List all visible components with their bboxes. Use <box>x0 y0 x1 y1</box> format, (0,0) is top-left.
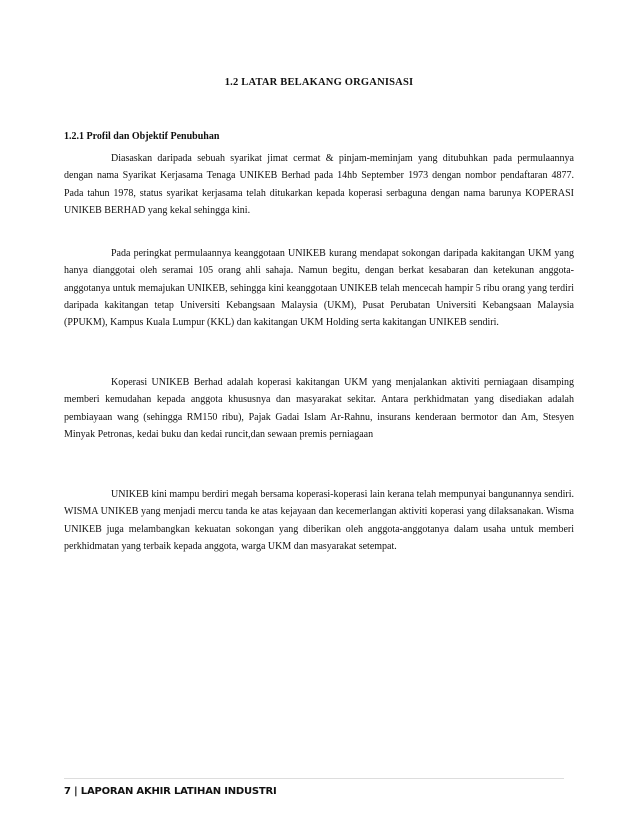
paragraph <box>64 150 574 219</box>
paragraph-text: Diasaskan daripada sebuah syarikat jimat cermat & pinjam-meminjam yang ditubuhkan pada permulaannya dengan nama Syarikat Kerjasama Tenaga UNIKEB Berhad pada 14hb September 1973 dengan nombor pendaftaran 4877. Pada tahun 1978, status syarikat kerjasama telah ditukarkan kepada koperasi serbaguna dengan nama barunya KOPERASI UNIKEB BERHAD yang kekal sehingga kini. <box>64 153 574 216</box>
paragraph-text: UNIKEB kini mampu berdiri megah bersama koperasi-koperasi lain kerana telah mempunyai bangunannya sendiri. WISMA UNIKEB yang menjadi mercu tanda ke atas kejayaan dan kecemerlangan aktiviti koperasi yang dilaksanakan. Wisma UNIKEB juga melambangkan kekuatan sokongan yang diberikan oleh anggota-anggotanya dalam usaha untuk memberi perkhidmatan yang terbaik kepada anggota, warga UKM dan masyarakat setempat. <box>64 489 574 552</box>
section-heading: 1.2 LATAR BELAKANG ORGANISASI <box>224 77 414 88</box>
footer-divider <box>64 778 564 779</box>
paragraph <box>64 374 574 443</box>
paragraph-text: Pada peringkat permulaannya keanggotaan UNIKEB kurang mendapat sokongan daripada kakitangan UKM yang hanya dianggotai oleh seramai 105 orang ahli sahaja. Namun begitu, dengan berkat kesabaran dan ketekunan anggota-anggotanya untuk memajukan UNIKEB, sehingga kini keanggotaan UNIKEB telah mencecah hampir 5 ribu orang yang terdiri daripada kakitangan tetap Universiti Kebangsaan Malaysia (UKM), Pusat Perubatan Universiti Kebangsaan Malaysia (PPUKM), Kampus Kuala Lumpur (KKL) dan kakitangan UKM Holding serta kakitangan UNIKEB sendiri. <box>64 248 574 329</box>
paragraph <box>64 486 574 555</box>
paragraph-text: Koperasi UNIKEB Berhad adalah koperasi kakitangan UKM yang menjalankan aktiviti perniagaan disamping memberi kemudahan kepada anggota khususnya dan masyarakat sekitar. Antara perkhidmatan yang disediakan adalah pembiayaan wang (sehingga RM150 ribu), Pajak Gadai Islam Ar-Rahnu, insurans kenderaan bermotor dan Am, Stesyen Minyak Petronas, kedai buku dan kedai runcit,dan sewaan premis perniagaan <box>64 377 574 440</box>
paragraph <box>64 245 574 331</box>
subsection-heading: 1.2.1 Profil dan Objektif Penubuhan <box>64 131 220 142</box>
page-footer: 7 | LAPORAN AKHIR LATIHAN INDUSTRI <box>64 786 277 797</box>
